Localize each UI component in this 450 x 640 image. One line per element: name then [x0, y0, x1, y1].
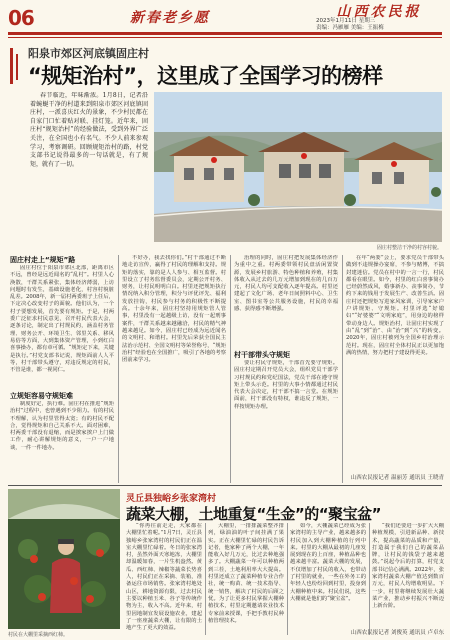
top-col3-body-2: 要让村民守规矩，干部首先要守规矩。固庄村定期召开党员大会，组织党员干部学习村规民约和党纪国法，党员干部在遵守规矩上带头示范。村里的大事小情都通过村民代表大会决定，村干部不搞一言堂。在规矩面前，村干部没有特权，谁违反了规矩，一样按规矩办理。 — [234, 360, 338, 410]
top-col4-body: 在年“两委”会上，要求党员干部带头做到不违规操办宴席，不参与赌博，不搞封建迷信。党员在村中的一言一行，村民都看在眼里。如今，村里的红白喜事简办已经蔚然成风，婚事新办、丧事简办，节约下来的钱用于发展生产、改善生活。固庄村还把规矩写进家风家训，引导家家户户讲规矩、守规矩。村里评选“好媳妇”“好婆婆”“文明家庭”，用身边的榜样带动身边人。规矩治村，让固庄村实现了由“乱”到“治”、由“治”到“兴”的转变。2020年，固庄村被列为全国乡村治理示范村。现在，固庄村全体村民正以更加饱满的热情，努力把村子建设得更美。 — [346, 255, 444, 356]
masthead: 山西农民报 — [336, 4, 422, 20]
page-number: 06 — [8, 6, 34, 30]
header-rule — [8, 32, 442, 35]
top-photo-caption: 固庄村整洁干净的村容村貌。 — [376, 245, 442, 251]
title-ornament-icon — [8, 46, 24, 86]
column-divider — [118, 255, 119, 483]
greenhouse-photo-image — [8, 489, 120, 629]
bottom-story-kicker: 灵丘县独峪乡张家湾村 — [126, 494, 217, 504]
top-story-kicker: 阳泉市郊区河底镇固庄村 — [28, 47, 149, 60]
village-photo — [154, 92, 442, 242]
column-divider — [230, 255, 231, 483]
subhead-1: 固庄村走上“规矩”路 — [10, 256, 76, 264]
subhead-3: 村干部带头守规矩 — [234, 351, 290, 359]
top-story-headline: “规矩治村”，这里成了全国学习的榜样 — [28, 64, 383, 88]
top-col3-body: 治理的同时，固庄村把发展集体经济作为重中之重。村两委带领村民盘活闲置资源，发展乡村旅游、特色种植和养殖，村集体收入从过去的几万元增加到现在的几百万元，村民人均可支配收入逐年提高。村里还建起了文化广场、老年日间照料中心、卫生室、图书室等公共服务设施，村民的幸福感、获得感不断增强。 — [234, 255, 338, 313]
issue-editors: 责编：冯雁雁 美编：王振梅 — [316, 25, 384, 31]
bottom-story-headline: 蔬菜大棚，土地重复“生金”的“聚宝盆” — [126, 505, 381, 523]
issue-line — [316, 18, 446, 32]
bottom-story-signature: 山西农民报记者 刘俊英 通讯员 卢卓东 — [350, 630, 444, 636]
top-story-lead: 春节临近，年味渐浓。1月8日，记者沿着蜿蜒干净的村道来到阳泉市郊区河底镇固庄村，一派喜庆红火的景象，不少村民都在自家门口忙着贴对联、挂灯笼。近年来，固庄村“规矩治村”的经验做法，受到外界广泛关注，在全国也小有名气。不少人前来参观学习，考察调研。回顾规矩治村的路，村党支部书记说得最多的一句话就是，有了规矩，就有了一切。 — [30, 92, 148, 168]
header-rule-thin — [8, 37, 442, 38]
column-divider — [287, 523, 288, 635]
column-divider — [205, 523, 206, 635]
bottom-col4-body: “我们还要进一步扩大大棚种植规模，引进新品种、新技术，提高蔬菜的品质和产量，打造属于我们自己的蔬菜品牌，让村民的钱袋子越来越鼓。”说起今后的打算，村党支部书记信心满满。2022年，张家湾村蔬菜大棚产值达到数百万元，村民人均增收明显。下一步，村里将继续发展壮大蔬菜产业，推动乡村振兴不断迈上新台阶。 — [372, 523, 444, 610]
story-divider — [8, 485, 442, 486]
subhead-2: 立规矩容易守规矩难 — [10, 392, 73, 400]
column-divider — [342, 255, 343, 483]
issue-date: 2023年1月11日 星期三 — [316, 18, 376, 24]
village-photo-image — [154, 92, 442, 242]
top-col1-body: 固庄村位于阳泉市郊区北部，距离市区不远，曾经是远近闻名的“乱村”。村里人心涣散，干群关系紧张，集体经济薄弱，上访问题时有发生，基础设施老化，村容村貌脏乱差。2008年，新一届村两委班子上任后，下定决心改变村子的面貌。他们认为，一个村子要想发展，首先要有规矩。于是，村两委广泛征求村民意见，召开村民代表大会，逐条讨论，制定出了村规民约，涵盖村务管理、财务公开、环境卫生、邻里关系、移风易俗等方面，大到集体资产管理，小到红白喜事操办，都有章可循。“规矩定下来，关键是执行。”村党支部书记说，规矩面前人人平等，村干部带头遵守，对违反规定的村民，不管是谁，都一视同仁。 — [10, 265, 114, 374]
bottom-col1-body: “你再往前走走，大家都在大棚里忙着呢。”1月7日，灵丘县独峪乡张家湾村的村民们正在温室大棚里忙碌着。冬日的张家湾村，虽然外面天寒地冻，大棚里却温暖如春，一片生机盎然。黄瓜、西红柿、辣椒等蔬菜长势喜人，村民们正在采摘、装箱，准备运往市场销售。张家湾村地处山区，耕地资源有限，过去村民主要以种植玉米、谷子等传统作物为主，收入不高。近年来，村里因地制宜发展设施农业，建起了一座座蔬菜大棚，让有限的土地产生了更大的效益。 — [126, 523, 202, 632]
top-col2-body: 不好办，我去找你们。”村干部通过不断地走访宣传，赢得了村民的理解和支持。规矩的落实，靠的是人人参与、相互监督。村里设立了村务监督委员会，定期公开村务、财务，让村民明明白白。村里还把规矩执行情况纳入积分管理，积分与评优评先、福利发放挂钩，村民参与村务的积极性不断提高。十余年来，固庄村坚持用规矩管人管事，村里没有一起越级上访，没有一起刑事案件，干群关系越来越融洽，村民的精气神越来越足。如今，固庄村已经成为远近闻名的文明村、和谐村。村里先后荣获全国民主法治示范村、全国文明村等荣誉称号，“规矩治村”经验也在全国推广，吸引了各地的考察团前来学习。 — [122, 255, 226, 364]
bottom-photo-caption: 村民在大棚里采摘西红柿。 — [8, 632, 69, 638]
bottom-col2-body: 大棚里，一排排蔬菜整齐排列，绿油油的叶子间挂满了果实。正在大棚里忙碌的村民告诉记者，他家种了两个大棚，一年能收入好几万元，比过去种地强多了。大棚蔬菜一年可以种植两到三茬，土地利用率大大提高。村里还成立了蔬菜种植专业合作社，统一购苗、统一技术指导、统一销售，解决了村民的后顾之忧。为了让更多村民掌握大棚种植技术，村里定期邀请农业技术专家前来授课，手把手教村民种植管理技术。 — [208, 523, 284, 624]
top-col1-body-2: 制度好定，执行难。固庄村在推进“规矩治村”过程中，也曾遇到不少阻力。有的村民不理解，认为村里管得太宽；有的村民不配合，觉得规矩和自己关系不大。面对困难，村两委干部没有退缩，而是挨家挨户上门做工作，耐心讲解规矩的意义，一户一户地谈，一件一件地办。 — [10, 401, 114, 451]
top-story-signature: 山西农民报记者 温丽芳 通讯员 王晓青 — [350, 475, 444, 481]
column-divider — [369, 523, 370, 635]
bottom-col3-body: 如今，大棚蔬菜已经成为张家湾村的主导产业，越来越多的村民加入到大棚种植的行列中来。村里的大棚从最初的几座发展到现在的上百座，种植品种也越来越丰富。蔬菜大棚的发展，不仅增加了村民的收入，也带动了村里的就业，一些在外务工的年轻人也纷纷回到村里，投身到大棚种植中来。村民们说，这些大棚就是他们的“聚宝盆”。 — [290, 523, 366, 602]
section-title: 新春老乡愿 — [130, 10, 210, 26]
greenhouse-photo — [8, 489, 120, 629]
